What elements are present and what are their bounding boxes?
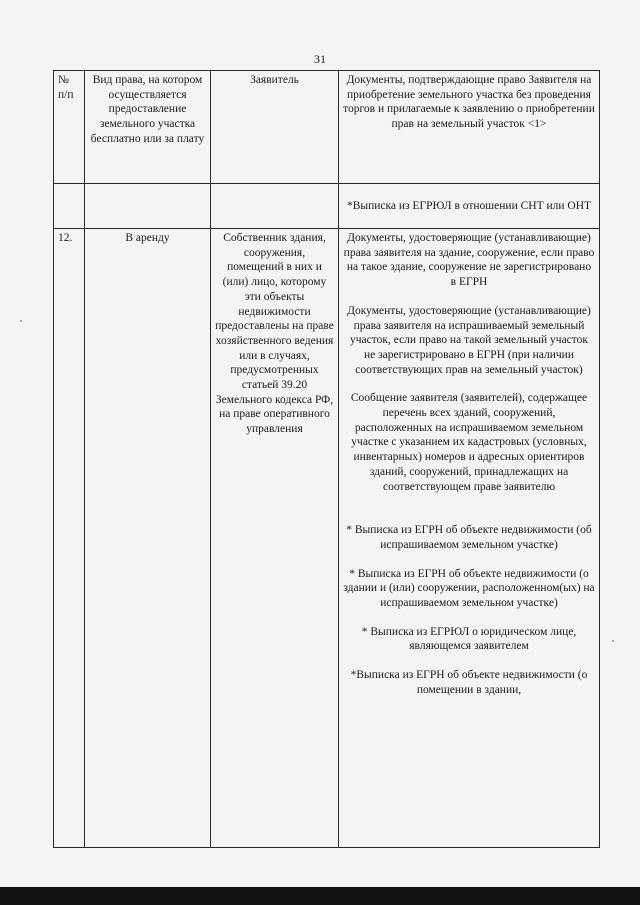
table-header-row bbox=[54, 71, 600, 184]
page-number: 31 bbox=[314, 52, 326, 66]
header-documents: Документы, подтверждающие право Заявителя на приобретение земельного участка без проведения торгов и прилагаемые к заявлению о приобретении прав на земельный участок <1> bbox=[339, 71, 600, 184]
table-row bbox=[54, 184, 600, 229]
header-right-type: Вид права, на котором осуществляется предоставление земельного участка бесплатно или за плату bbox=[85, 71, 211, 184]
continuation-documents-cell bbox=[339, 184, 600, 229]
document-item: Сообщение заявителя (заявителей), содержащее перечень всех зданий, сооружений, расположенных на испрашиваемом земельном участке с указанием их кадастровых (условных, инвентарных) номеров и адресных ориентиров зданий, сооружений, принадлежащих на соответствующем праве заявителю bbox=[350, 392, 588, 493]
document-item: * Выписка из ЕГРН об объекте недвижимости (о здании и (или) сооружении, расположенном(ых) на испрашиваемом земельном участке) bbox=[343, 567, 595, 610]
scan-bottom-edge bbox=[0, 887, 640, 905]
row-number: 12. bbox=[54, 229, 85, 848]
header-number: № п/п bbox=[54, 71, 85, 184]
continuation-number-cell bbox=[54, 184, 85, 229]
document-item: Документы, удостоверяющие (устанавливающие) права заявителя на здание, сооружение, если право на такое здание, сооружение не зарегистрировано в ЕГРН bbox=[343, 232, 595, 289]
document-item: * Выписка из ЕГРН об объекте недвижимости (об испрашиваемом земельном участке) bbox=[346, 524, 592, 551]
row-right-type: В аренду bbox=[85, 229, 211, 848]
row-documents-cell bbox=[339, 229, 600, 848]
document-item: Документы, удостоверяющие (устанавливающие) права заявителя на испрашиваемый земельный участок, если право на такой земельный участок не зарегистрировано в ЕГРН (при наличии соответствующих прав на земельный участок) bbox=[347, 304, 591, 376]
continuation-applicant-cell bbox=[211, 184, 339, 229]
continuation-document: *Выписка из ЕГРЮЛ в отношении СНТ или ОНТ bbox=[346, 200, 592, 212]
header-applicant: Заявитель bbox=[211, 71, 339, 184]
table-row bbox=[54, 229, 600, 848]
document-item: *Выписка из ЕГРН об объекте недвижимости (о помещении в здании, bbox=[350, 669, 588, 696]
scan-speck bbox=[612, 640, 614, 642]
row-applicant: Собственник здания, сооружения, помещений в них и (или) лицо, которому эти объекты недвижимости предоставлены на праве хозяйственного ведения или в случаях, предусмотренных статьей 39.20 Земельного кодекса РФ, на праве оперативного управления bbox=[211, 229, 339, 848]
document-item: * Выписка из ЕГРЮЛ о юридическом лице, являющемся заявителем bbox=[361, 625, 577, 653]
scan-speck bbox=[20, 320, 22, 322]
continuation-right-cell bbox=[85, 184, 211, 229]
documents-table bbox=[53, 70, 600, 848]
